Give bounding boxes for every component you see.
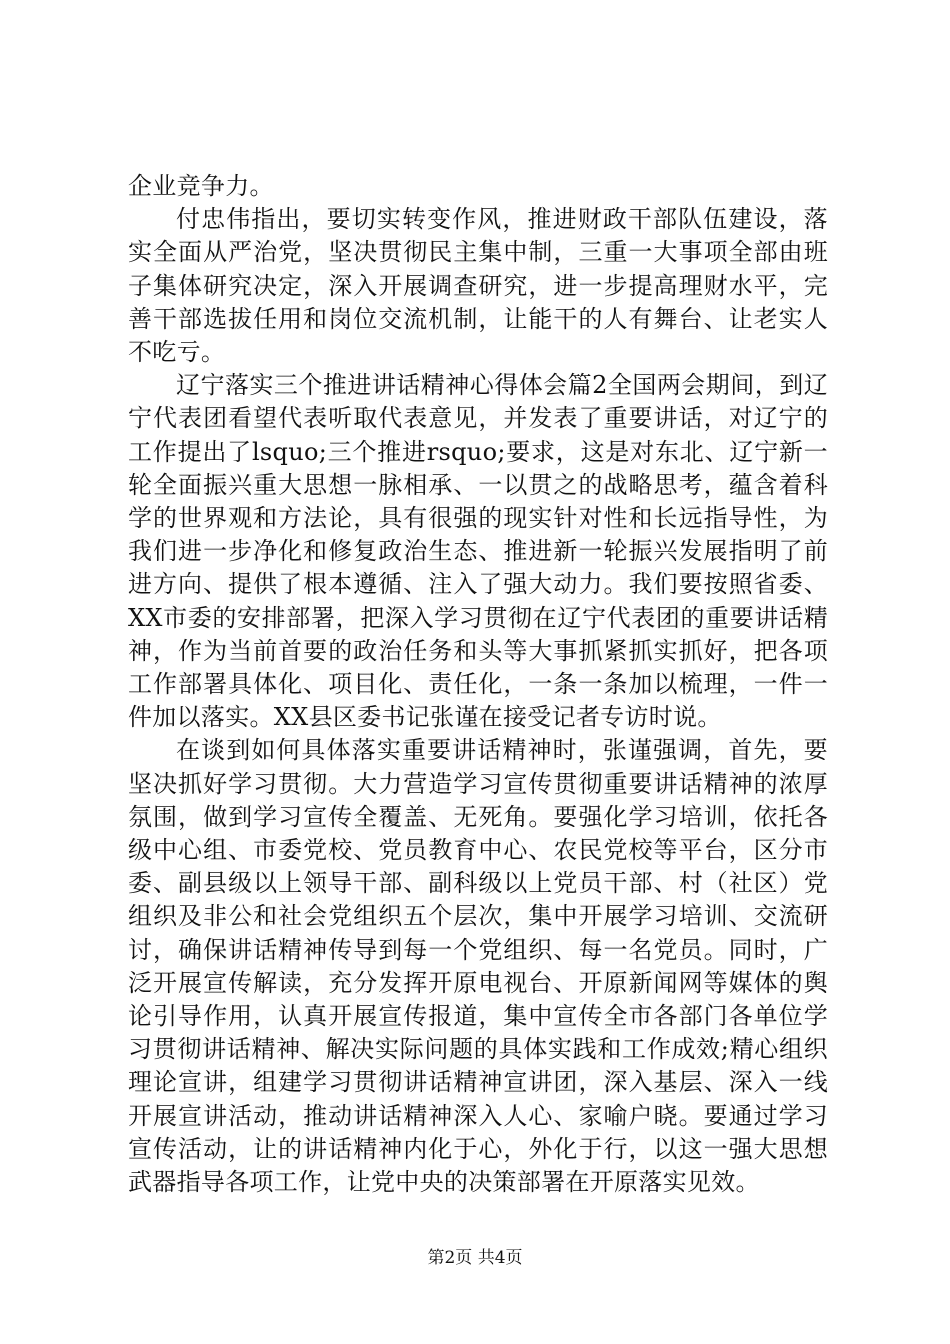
paragraph-1: 企业竞争力。 — [128, 172, 274, 200]
document-body — [128, 170, 828, 1199]
paragraph-4: 在谈到如何具体落实重要讲话精神时，张谨强调，首先，要坚决抓好学习贯彻。大力营造学习宣传贯彻重要讲话精神的浓厚氛围，做到学习宣传全覆盖、无死角。要强化学习培训，依托各级中心组、市委党校、党员教育中心、农民党校等平台，区分市委、副县级以上领导干部、副科级以上党员干部、村（社区）党组织及非公和社会党组织五个层次，集中开展学习培训、交流研讨，确保讲话精神传导到每一个党组织、每一名党员。同时，广泛开展宣传解读，充分发挥开原电视台、开原新闻网等媒体的舆论引导作用，认真开展宣传报道，集中宣传全市各部门各单位学习贯彻讲话精神、解决实际问题的具体实践和工作成效;精心组织理论宣讲，组建学习贯彻讲话精神宣讲团，深入基层、深入一线开展宣讲活动，推动讲话精神深入人心、家喻户晓。要通过学习宣传活动，让的讲话精神内化于心，外化于行，以这一强大思想武器指导各项工作，让党中央的决策部署在开原落实见效。 — [128, 736, 828, 1197]
paragraph-2: 付忠伟指出，要切实转变作风，推进财政干部队伍建设，落实全面从严治党，坚决贯彻民主集中制，三重一大事项全部由班子集体研究决定，深入开展调查研究，进一步提高理财水平，完善干部选拔任用和岗位交流机制，让能干的人有舞台、让老实人不吃亏。 — [128, 205, 828, 367]
page-number-footer: 第2页 共4页 — [427, 1248, 523, 1268]
paragraph-3: 辽宁落实三个推进讲话精神心得体会篇2全国两会期间，到辽宁代表团看望代表听取代表意见，并发表了重要讲话，对辽宁的工作提出了lsquo;三个推进rsquo;要求，这是对东北、辽宁新一轮全面振兴重大思想一脉相承、一以贯之的战略思考，蕴含着科学的世界观和方法论，具有很强的现实针对性和长远指导性，为我们进一步净化和修复政治生态、推进新一轮振兴发展指明了前进方向、提供了根本遵循、注入了强大动力。我们要按照省委、XX市委的安排部署，把深入学习贯彻在辽宁代表团的重要讲话精神，作为当前首要的政治任务和头等大事抓紧抓实抓好，把各项工作部署具体化、项目化、责任化，一条一条加以梳理，一件一件加以落实。XX县区委书记张谨在接受记者专访时说。 — [128, 371, 828, 732]
